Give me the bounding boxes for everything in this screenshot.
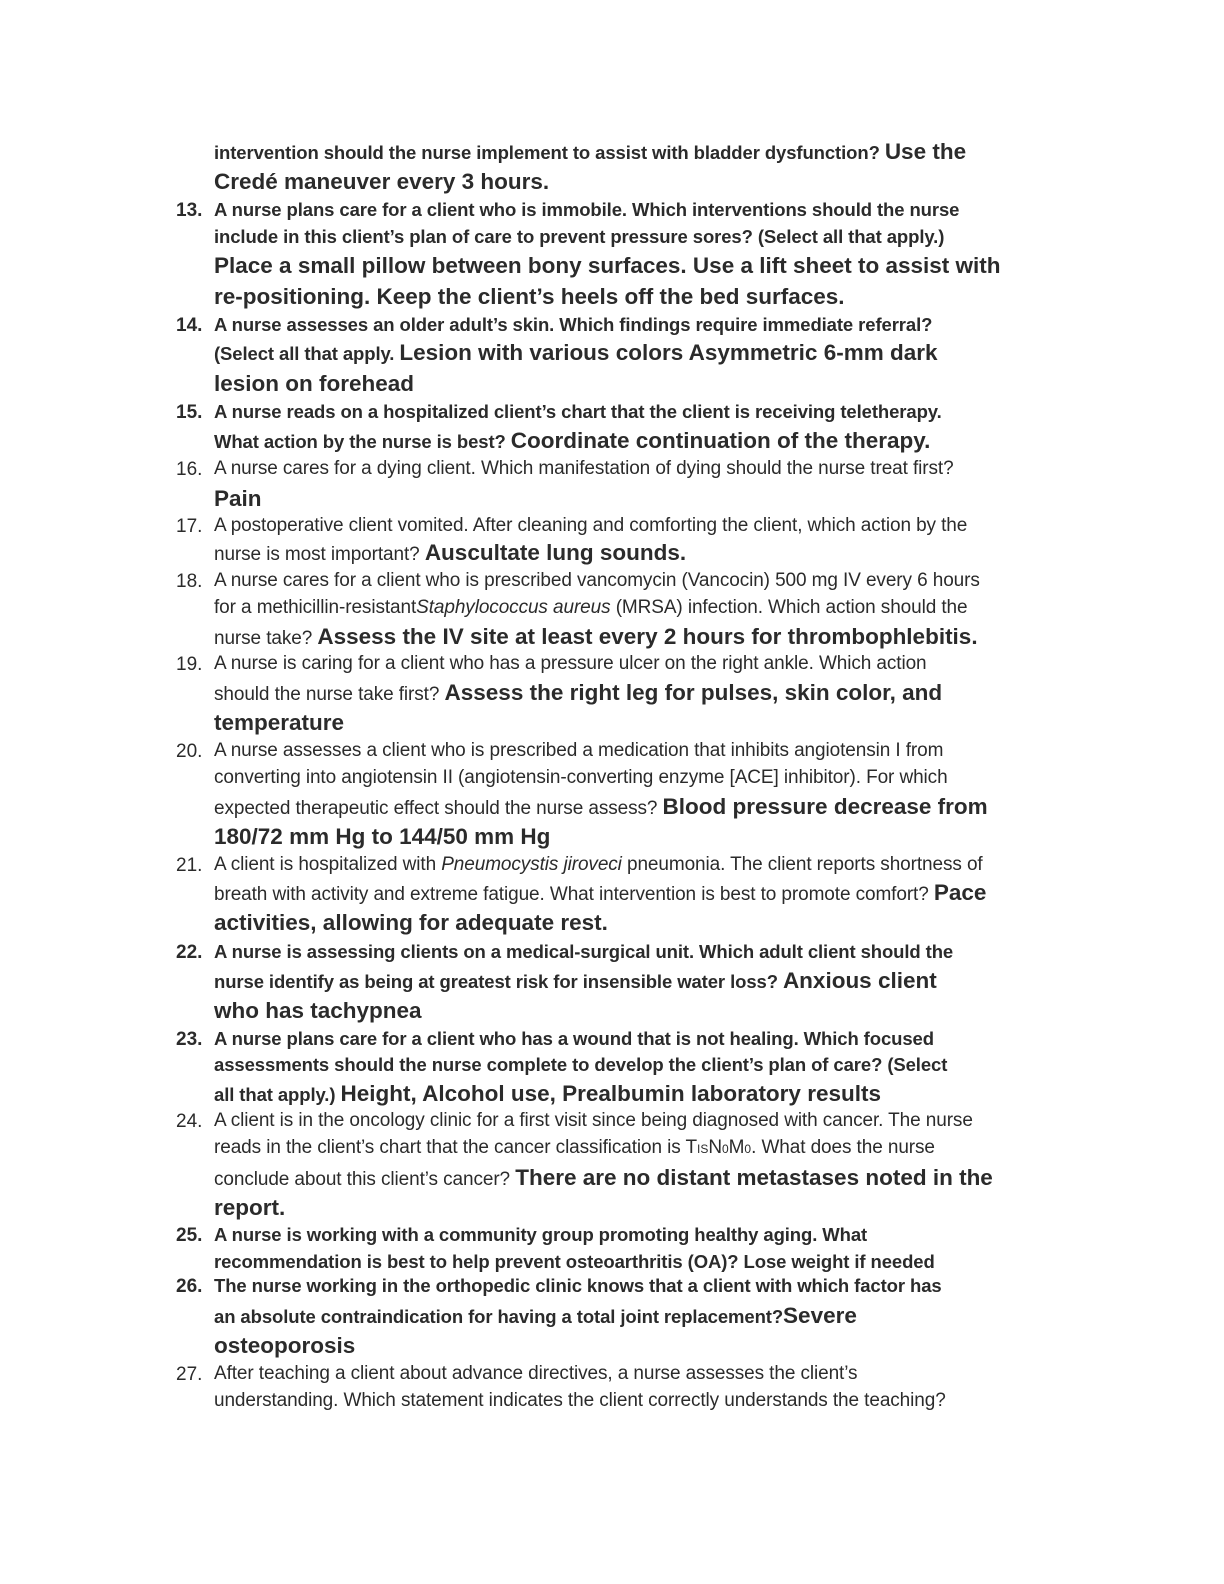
text-line: [214, 1165, 1074, 1191]
answer-text: Lesion with various colors Asymmetric 6-mm dark: [399, 340, 938, 365]
question-text: assessments should the nurse complete to develop the client’s plan of care? (Select: [214, 1054, 948, 1075]
text-line: [214, 1195, 1074, 1221]
answer-text: Assess the IV site at least every 2 hours for thrombophlebitis.: [317, 624, 978, 649]
question-number: 19.: [176, 654, 203, 675]
text-line: [214, 710, 1074, 736]
question-text: expected therapeutic effect should the nurse assess?: [214, 798, 663, 819]
question-text: intervention should the nurse implement to assist with bladder dysfunction?: [214, 142, 885, 163]
question-text: nurse is most important?: [214, 544, 425, 565]
question-number: 24.: [176, 1111, 203, 1132]
question-text: understanding. Which statement indicates the client correctly understands the teaching?: [214, 1390, 946, 1411]
text-line: [214, 340, 1074, 366]
text-line: [214, 371, 1074, 397]
text-line: [214, 680, 1074, 706]
answer-text: Anxious client: [782, 968, 937, 993]
question-text: nurse take?: [214, 628, 318, 649]
answer-text: Assess the right leg for pulses, skin color, and: [444, 680, 943, 705]
question-text: A nurse assesses a client who is prescribed a medication that inhibits angiotensin I from: [214, 740, 944, 761]
answer-text: Pain: [214, 486, 262, 511]
question-text: A nurse is working with a community group promoting healthy aging. What: [214, 1224, 868, 1245]
question-text: breath with activity and extreme fatigue. What intervention is best to promote comfort?: [214, 884, 934, 905]
question-number: 22.: [176, 942, 203, 963]
question-number: 15.: [176, 402, 203, 423]
text-line: [214, 314, 1074, 336]
question-text: M: [728, 1137, 745, 1158]
text-line: [214, 941, 1074, 963]
answer-text: There are no distant metastases noted in the: [515, 1165, 993, 1190]
answer-text: Coordinate continuation of the therapy.: [510, 428, 931, 453]
question-number: 27.: [176, 1364, 203, 1385]
question-text: A nurse is assessing clients on a medical-surgical unit. Which adult client should the: [214, 941, 954, 962]
question-text: conclude about this client’s cancer?: [214, 1169, 516, 1190]
question-text: nurse identify as being at greatest risk for insensible water loss?: [214, 971, 783, 992]
question-number: 14.: [176, 315, 203, 336]
text-line: [214, 854, 1074, 876]
question-text: A nurse is caring for a client who has a pressure ulcer on the right ankle. Which action: [214, 653, 927, 674]
answer-text: Blood pressure decrease from: [662, 794, 988, 819]
question-text: pneumonia. The client reports shortness of: [621, 854, 983, 875]
question-text: . What does the nurse: [751, 1137, 935, 1158]
text-line: [214, 570, 1074, 592]
question-text: N: [708, 1137, 722, 1158]
text-line: [214, 458, 1074, 480]
text-line: [214, 1390, 1074, 1412]
question-number: 25.: [176, 1225, 203, 1246]
question-number: 23.: [176, 1029, 203, 1050]
text-line: [214, 540, 1074, 566]
text-line: [214, 1054, 1074, 1076]
answer-text: Credé maneuver every 3 hours.: [214, 169, 550, 194]
question-text: 0: [744, 1142, 752, 1156]
question-text: The nurse working in the orthopedic clinic knows that a client with which factor has: [214, 1275, 942, 1296]
question-number: 17.: [176, 516, 203, 537]
question-text: A nurse plans care for a client who is immobile. Which interventions should the nurse: [214, 199, 960, 220]
question-number: 26.: [176, 1276, 203, 1297]
text-line: [214, 486, 1074, 512]
answer-text: report.: [214, 1195, 286, 1220]
text-line: [214, 1333, 1074, 1359]
text-line: [214, 199, 1074, 221]
answer-text: who has tachypnea: [214, 998, 422, 1023]
answer-text: Severe: [783, 1303, 857, 1328]
answer-text: lesion on forehead: [214, 371, 415, 396]
question-text: include in this client’s plan of care to prevent pressure sores? (Select all that apply.): [214, 226, 945, 247]
text-line: [214, 998, 1074, 1024]
text-line: [214, 824, 1074, 850]
answer-text: re-positioning. Keep the client’s heels off the bed surfaces.: [214, 284, 845, 309]
text-line: [214, 169, 1074, 195]
question-text: A nurse plans care for a client who has a wound that is not healing. Which focused: [214, 1028, 934, 1049]
question-text: Pneumocystis jiroveci: [441, 854, 622, 875]
question-text: all that apply.): [214, 1084, 341, 1105]
question-text: Staphylococcus aureus: [416, 597, 611, 618]
text-line: [214, 1081, 1074, 1107]
answer-text: Height, Alcohol use, Prealbumin laboratory results: [340, 1081, 881, 1106]
question-text: What action by the nurse is best?: [214, 431, 511, 452]
text-line: [214, 428, 1074, 454]
question-number: 16.: [176, 459, 203, 480]
text-line: [214, 653, 1074, 675]
text-line: [214, 1224, 1074, 1246]
text-line: [214, 515, 1074, 537]
text-line: [214, 910, 1074, 936]
question-text: an absolute contraindication for having a total joint replacement?: [214, 1306, 784, 1327]
question-text: After teaching a client about advance directives, a nurse assesses the client’s: [214, 1363, 858, 1384]
text-line: [214, 1303, 1074, 1329]
question-text: for a methicillin-resistant: [214, 597, 417, 618]
question-text: IS: [697, 1142, 709, 1156]
question-text: should the nurse take first?: [214, 684, 445, 705]
answer-text: Use the: [884, 139, 967, 164]
text-line: [214, 1275, 1074, 1297]
text-line: [214, 1137, 1074, 1159]
question-text: A nurse cares for a client who is prescribed vancomycin (Vancocin) 500 mg IV every 6 hours: [214, 570, 980, 591]
question-text: A nurse assesses an older adult’s skin. Which findings require immediate referral?: [214, 314, 933, 335]
text-line: [214, 794, 1074, 820]
question-text: reads in the client’s chart that the cancer classification is T: [214, 1137, 698, 1158]
question-text: converting into angiotensin II (angiotensin-converting enzyme [ACE] inhibitor). For which: [214, 767, 948, 788]
answer-text: Place a small pillow between bony surfaces. Use a lift sheet to assist with: [214, 253, 1001, 278]
question-text: A postoperative client vomited. After cleaning and comforting the client, which action by the: [214, 515, 968, 536]
text-line: [214, 1363, 1074, 1385]
text-line: [214, 767, 1074, 789]
text-line: [214, 740, 1074, 762]
question-text: 0: [721, 1142, 729, 1156]
text-line: [214, 139, 1074, 165]
answer-text: activities, allowing for adequate rest.: [214, 910, 608, 935]
question-text: (Select all that apply.: [214, 343, 400, 364]
text-line: [214, 1110, 1074, 1132]
question-text: A nurse cares for a dying client. Which manifestation of dying should the nurse treat first?: [214, 458, 954, 479]
answer-text: Pace: [933, 880, 987, 905]
text-line: [214, 880, 1074, 906]
question-number: 21.: [176, 855, 203, 876]
question-number: 13.: [176, 200, 203, 221]
question-text: (MRSA) infection. Which action should the: [610, 597, 968, 618]
answer-text: 180/72 mm Hg to 144/50 mm Hg: [214, 824, 551, 849]
text-line: [214, 253, 1074, 279]
question-text: A client is in the oncology clinic for a first visit since being diagnosed with cancer. The nurse: [214, 1110, 973, 1131]
question-number: 18.: [176, 571, 203, 592]
text-line: [214, 401, 1074, 423]
text-line: [214, 284, 1074, 310]
text-line: [214, 1028, 1074, 1050]
question-text: recommendation is best to help prevent osteoarthritis (OA)? Lose weight if needed: [214, 1251, 935, 1272]
text-line: [214, 624, 1074, 650]
answer-text: Auscultate lung sounds.: [424, 540, 687, 565]
question-text: A nurse reads on a hospitalized client’s chart that the client is receiving teletherapy.: [214, 401, 942, 422]
answer-text: osteoporosis: [214, 1333, 356, 1358]
text-line: [214, 1251, 1074, 1273]
text-line: [214, 226, 1074, 248]
question-text: A client is hospitalized with: [214, 854, 442, 875]
question-number: 20.: [176, 741, 203, 762]
answer-text: temperature: [214, 710, 345, 735]
text-line: [214, 968, 1074, 994]
text-line: [214, 597, 1074, 619]
